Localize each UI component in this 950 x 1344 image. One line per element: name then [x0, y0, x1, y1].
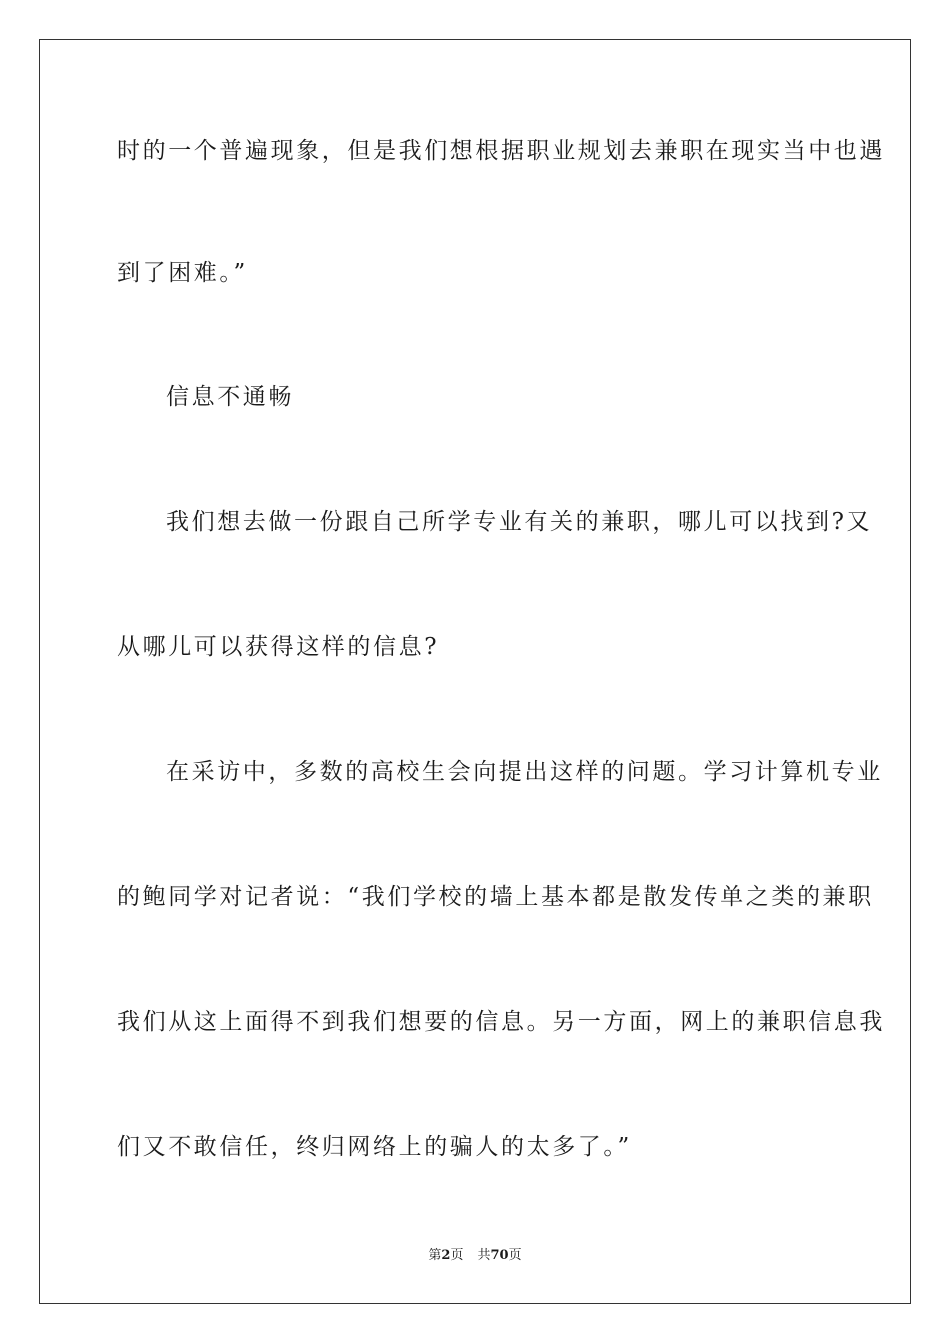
section-heading: 信息不通畅: [166, 384, 294, 410]
total-suffix: 页: [508, 1248, 522, 1263]
page-footer: [0, 1247, 950, 1265]
total-prefix: 共: [477, 1248, 491, 1263]
page-border: [39, 39, 911, 1304]
body-line: 的鲍同学对记者说：“我们学校的墙上基本都是散发传单之类的兼职: [117, 884, 874, 910]
page-prefix: 第: [428, 1248, 442, 1263]
page-suffix: 页: [450, 1248, 464, 1263]
body-line: 从哪儿可以获得这样的信息?: [117, 634, 440, 660]
body-line: 时的一个普遍现象，但是我们想根据职业规划去兼职在现实当中也遇: [117, 138, 885, 164]
body-line: 我们想去做一份跟自己所学专业有关的兼职，哪儿可以找到?又: [166, 509, 873, 535]
body-line: 们又不敢信任，终归网络上的骗人的太多了。”: [117, 1134, 632, 1160]
total-pages: 70: [490, 1248, 509, 1263]
body-line: 到了困难。”: [117, 260, 248, 286]
body-line: 在采访中，多数的高校生会向提出这样的问题。学习计算机专业: [166, 759, 883, 785]
body-line: 我们从这上面得不到我们想要的信息。另一方面，网上的兼职信息我: [117, 1009, 885, 1035]
page-number: 2: [441, 1248, 451, 1263]
